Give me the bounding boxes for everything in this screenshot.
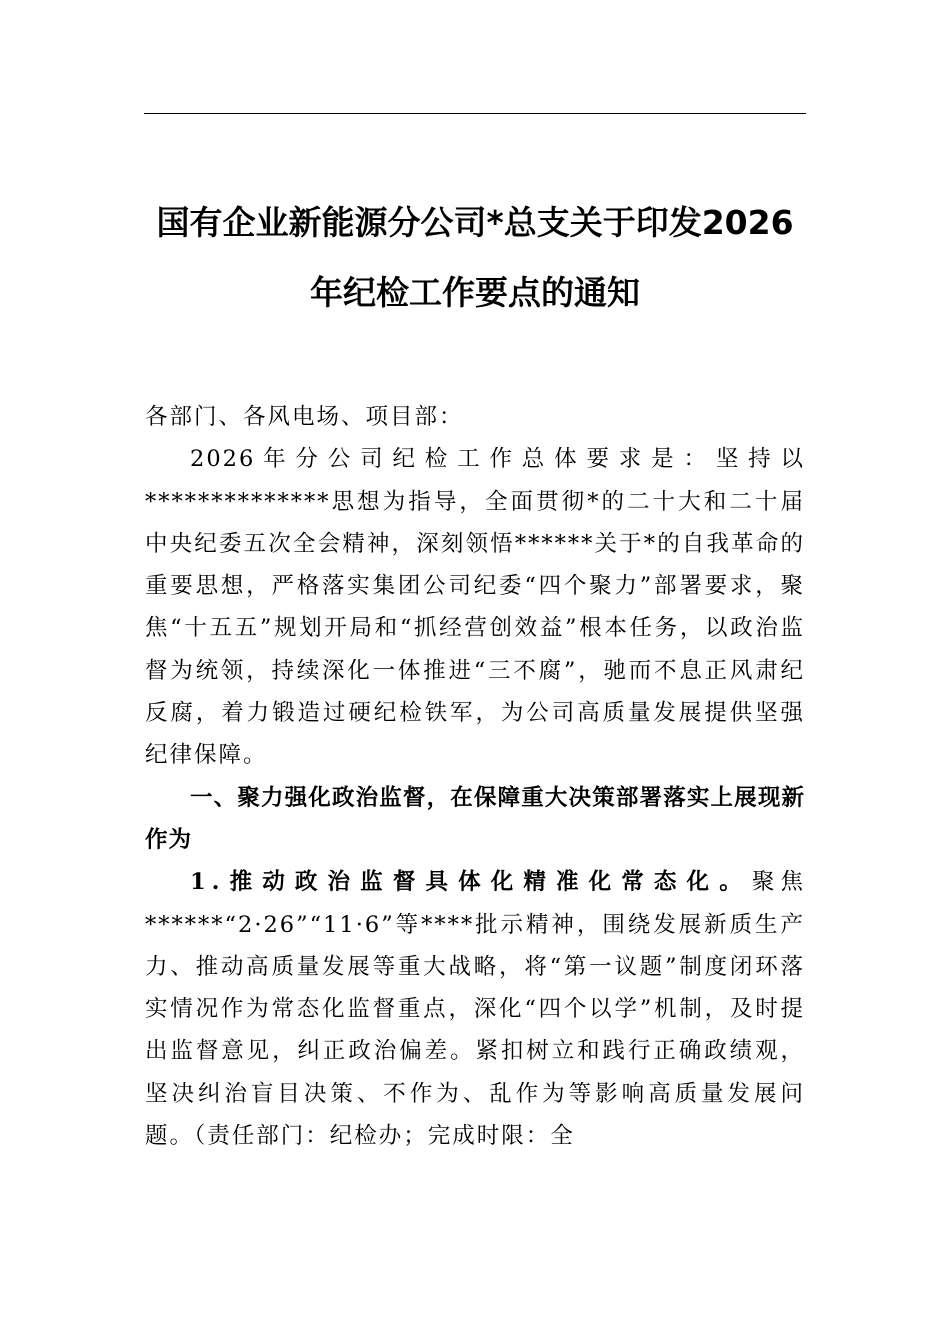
item-1-paragraph bbox=[145, 861, 805, 1157]
section-1-heading: 一、聚力强化政治监督，在保障重大决策部署落实上展现新作为 bbox=[145, 784, 805, 853]
header-rule bbox=[144, 113, 806, 114]
salutation: 各部门、各风电场、项目部： bbox=[145, 404, 464, 430]
title-line-1: 国有企业新能源分公司*总支关于印发2026 bbox=[156, 203, 794, 242]
item-1-title: 1.推动政治监督具体化精准化常态化。 bbox=[190, 869, 752, 896]
intro-paragraph: 2026年分公司纪检工作总体要求是：坚持以**************思想为指导，全面贯彻*的二十大和二十届中央纪委五次全会精神，深刻领悟******关于*的自我革命的重要思想，严格落实集团公司纪委“四个聚力”部署要求，聚焦“十五五”规划开局和“抓经营创效益”根本任务，以政治监督为统领，持续深化一体推进“三不腐”，驰而不息正风肃纪反腐，着力锻造过硬纪检铁军，为公司高质量发展提供坚强纪律保障。 bbox=[145, 446, 805, 769]
title-line-2: 年纪检工作要点的通知 bbox=[310, 273, 640, 312]
item-1-body: 聚焦******“2·26”“11·6”等****批示精神，围绕发展新质生产力、推动高质量发展等重大战略，将“第一议题”制度闭环落实情况作为常态化监督重点，深化“四个以学”机制，及时提出监督意见，纠正政治偏差。紧扣树立和践行正确政绩观，坚决纠治盲目决策、不作为、乱作为等影响高质量发展问题。（责任部门：纪检办；完成时限：全 bbox=[145, 869, 805, 1150]
document-title bbox=[140, 188, 810, 328]
document-body bbox=[145, 396, 805, 1157]
